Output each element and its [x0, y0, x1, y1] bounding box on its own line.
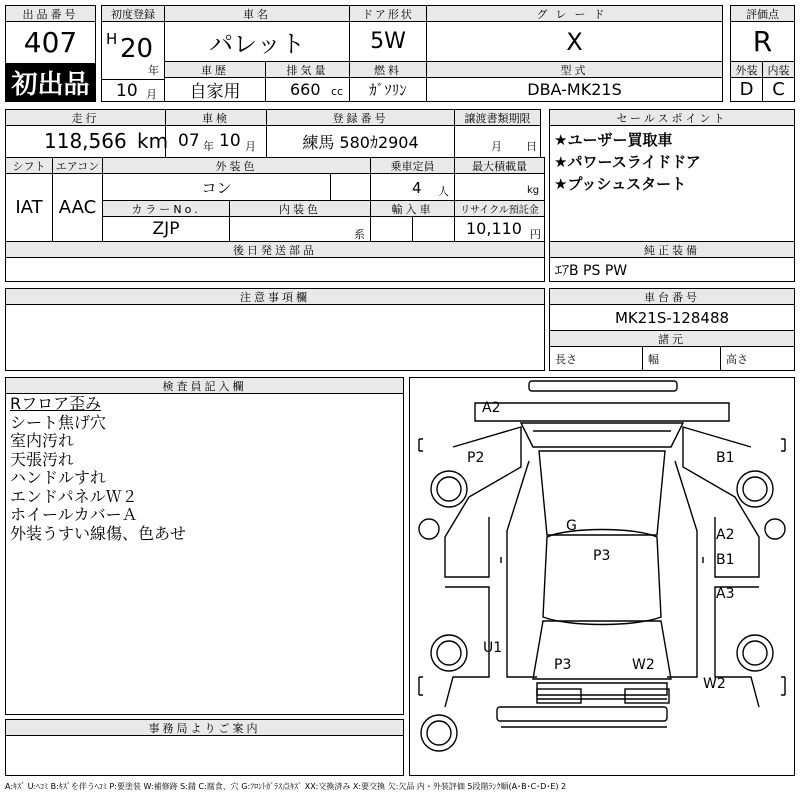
- standard-equipment-label: 純正装備: [549, 241, 795, 258]
- score-label: 評価点: [730, 5, 795, 22]
- windshield: [539, 451, 665, 535]
- mileage: 118,566: [44, 129, 127, 153]
- lot-number: 407: [5, 21, 96, 64]
- sales-point: ★ユーザー買取車: [554, 131, 673, 149]
- door-type-label: ドア形状: [349, 5, 427, 22]
- history-label: 車歴: [164, 61, 266, 78]
- inspector-note: ハンドルすれ: [10, 468, 107, 487]
- height-label: 高さ: [720, 346, 795, 371]
- inspector-note: ホイールカバーＡ: [10, 505, 138, 524]
- interior-color-cell: [229, 216, 371, 242]
- damage-tag: A3: [716, 586, 735, 602]
- fuel: ｶﾞｿﾘﾝ: [349, 77, 427, 102]
- damage-tag: U1: [483, 640, 503, 656]
- width-label: 幅: [642, 346, 721, 371]
- history: 自家用: [164, 77, 266, 102]
- damage-tag: G: [566, 518, 577, 534]
- interior-grade: C: [762, 77, 795, 102]
- inspector-note: シート焦げ穴: [10, 412, 107, 432]
- inspection-month-unit: 月: [245, 140, 256, 153]
- inspection-year-unit: 年: [203, 140, 214, 153]
- inspection-month: 10: [219, 131, 241, 151]
- seats-unit: 人: [438, 185, 449, 198]
- shift: IAT: [5, 173, 53, 242]
- side-mirror-left: [419, 519, 439, 539]
- color-no-label: カラーNo.: [102, 200, 230, 217]
- rear-bumper: [497, 707, 667, 721]
- door-type: 5W: [349, 21, 427, 62]
- damage-tag: W2: [632, 657, 655, 673]
- damage-tag: A2: [482, 400, 501, 416]
- grade-label: グレード: [426, 5, 723, 22]
- inspector-note: 外装うすい線傷、色あせ: [10, 523, 187, 543]
- inspector-note: エンドパネルＷ２: [10, 486, 138, 506]
- later-parts-label: 後日発送部品: [5, 241, 545, 258]
- import-label: 輸入車: [370, 200, 455, 217]
- car-name-label: 車名: [164, 5, 350, 22]
- sales-point: ★パワースライドドア: [554, 153, 701, 171]
- damage-legend: A:ｷｽﾞ U:ﾍｺﾐ B:ｷｽﾞを伴うﾍｺﾐ P:要塗装 W:補修跡 S:錆 C:腐食、穴 G:ﾌﾛﾝﾄｶﾞﾗｽ点ｷｽﾞ XX:交換済み X:要交換 欠:欠品 内・外装評価 5段階ﾗﾝｸ順(A･B･C･D･E) 2: [5, 782, 567, 791]
- office-notice-box: [5, 735, 404, 776]
- mileage-label: 走行: [5, 109, 166, 126]
- score: R: [730, 21, 795, 62]
- color-no: ZJP: [102, 216, 230, 242]
- standard-equipment: ｴｱB PS PW: [549, 257, 795, 282]
- reg-year: 20: [120, 34, 154, 64]
- reg-year-unit: 年: [148, 64, 159, 77]
- plate-number: 練馬 580ｶ2904: [266, 125, 455, 158]
- exterior-color-extra: [330, 173, 371, 201]
- grade: X: [426, 21, 723, 62]
- mileage-unit: km: [137, 129, 169, 153]
- reg-month: 10: [116, 81, 138, 101]
- shift-label: シフト: [5, 157, 53, 174]
- chassis-number-label: 車台番号: [549, 288, 795, 305]
- seats-label: 乗車定員: [370, 157, 455, 174]
- sales-point: ★プッシュスタート: [554, 175, 687, 193]
- transfer-day-unit: 日: [526, 140, 537, 153]
- first-registration-label: 初度登録: [101, 5, 165, 22]
- car-name: パレット: [164, 21, 350, 62]
- exterior-color: コン: [102, 173, 331, 201]
- plate-label: 登録番号: [266, 109, 455, 126]
- interior-color-unit: 系: [354, 228, 365, 241]
- notes-label: 注意事項欄: [5, 288, 545, 305]
- chassis-number: MK21S-128488: [549, 304, 795, 331]
- interior-color-label: 内装色: [229, 200, 371, 217]
- body-sides: [507, 461, 697, 677]
- inspector-note: 室内汚れ: [10, 431, 75, 450]
- damage-tag: P2: [467, 450, 485, 466]
- rear-bumper-left: [537, 689, 581, 703]
- recycle-label: リサイクル預託金: [454, 200, 545, 217]
- seats: 4: [412, 179, 422, 197]
- recycle-fee: 10,110: [466, 219, 522, 238]
- recycle-unit: 円: [530, 228, 541, 241]
- max-load-unit: kg: [527, 185, 540, 196]
- lot-number-label: 出品番号: [5, 5, 96, 22]
- notes-box: [5, 304, 545, 371]
- max-load-label: 最大積載量: [454, 157, 545, 174]
- model-label: 型式: [426, 61, 723, 78]
- displacement-label: 排気量: [265, 61, 350, 78]
- damage-tag: W2: [703, 676, 726, 692]
- office-notice-label: 事務局よりご案内: [5, 719, 404, 736]
- dimensions-label: 諸元: [549, 330, 795, 347]
- inspector-note: Rフロア歪み: [10, 394, 102, 413]
- inspection-label: 車検: [165, 109, 267, 126]
- damage-tag: B1: [716, 552, 735, 568]
- later-parts-value: [5, 257, 545, 282]
- displacement: 660: [290, 80, 321, 99]
- import-cell-b: [412, 216, 455, 242]
- first-listing-badge: 初出品: [5, 63, 96, 102]
- exterior-color-label: 外装色: [102, 157, 371, 174]
- inspector-notes-list: [10, 395, 186, 543]
- era-mark: H: [106, 30, 118, 48]
- exterior-grade: D: [730, 77, 763, 102]
- ac: AAC: [52, 173, 103, 242]
- damage-tag: B1: [716, 450, 735, 466]
- model: DBA-MK21S: [426, 77, 723, 102]
- hood: [521, 423, 683, 447]
- damage-tag: A2: [716, 527, 735, 543]
- import-cell-a: [370, 216, 413, 242]
- displacement-unit: cc: [331, 85, 344, 98]
- rear-bumper-right: [625, 689, 669, 703]
- sales-points-list: [554, 129, 701, 195]
- sales-points-label: セールスポイント: [549, 109, 795, 126]
- front-bumper-top: [529, 381, 677, 391]
- damage-tag: P3: [554, 657, 572, 673]
- ac-label: エアコン: [52, 157, 103, 174]
- front-panel: [475, 403, 729, 421]
- transfer-deadline-label: 譲渡書類期限: [454, 109, 541, 126]
- inspector-notes-label: 検査員記入欄: [5, 377, 404, 394]
- reg-month-unit: 月: [146, 88, 157, 101]
- transfer-month-unit: 月: [491, 140, 502, 153]
- fuel-label: 燃料: [349, 61, 427, 78]
- interior-label: 内装: [762, 61, 795, 78]
- roof: [543, 530, 661, 625]
- exterior-label: 外装: [730, 61, 763, 78]
- car-outline-diagram: [409, 377, 795, 776]
- length-label: 長さ: [549, 346, 643, 371]
- damage-tag: P3: [593, 548, 611, 564]
- side-mirror-right: [765, 519, 785, 539]
- inspector-note: 天張汚れ: [10, 449, 75, 469]
- inspection-year: 07: [178, 131, 200, 151]
